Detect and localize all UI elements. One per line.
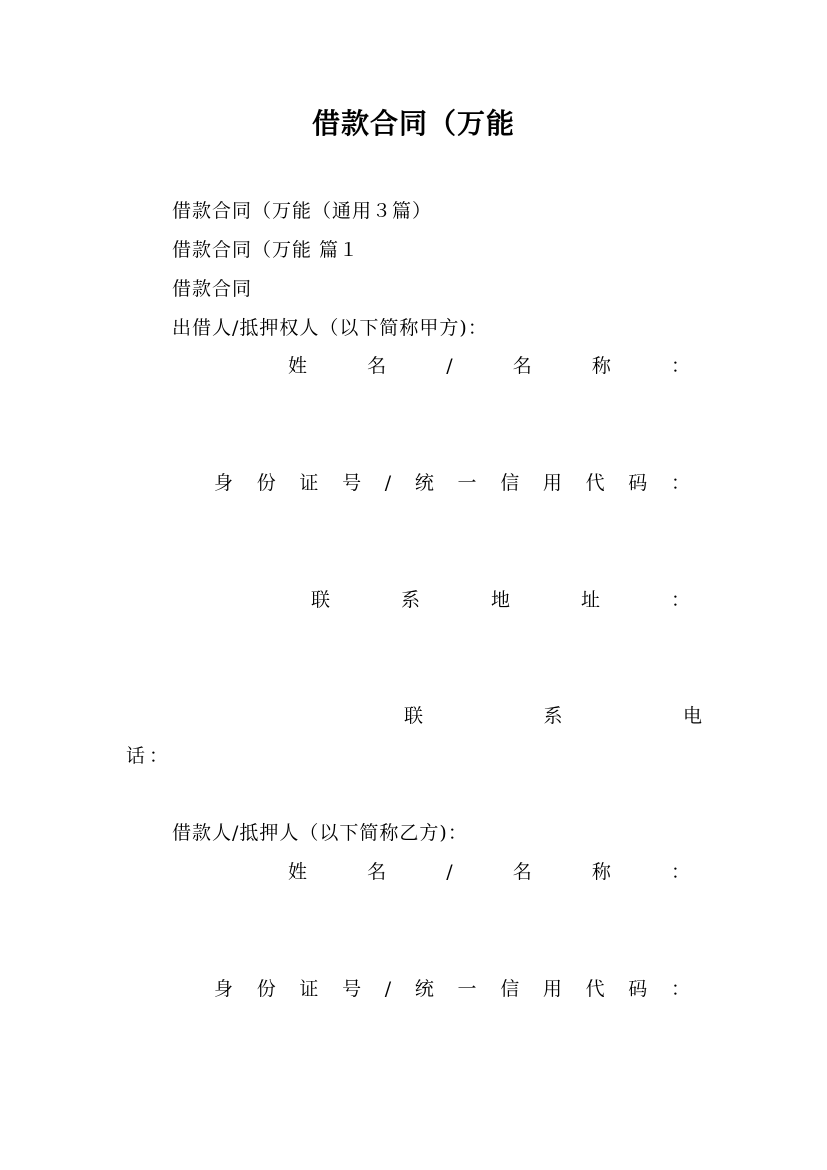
borrower-id-field: [214, 977, 690, 1001]
field-char: 证: [299, 472, 319, 494]
field-char: 份: [256, 978, 276, 1000]
field-char: /: [446, 355, 453, 377]
field-char: ：: [670, 355, 690, 377]
document-title: 借款合同（万能: [311, 107, 515, 140]
field-char: 址: [580, 589, 600, 611]
field-char: 码: [628, 978, 648, 1000]
field-char: 姓: [288, 355, 308, 377]
field-char: 号: [342, 978, 362, 1000]
field-char: 统: [414, 472, 434, 494]
field-char: /: [446, 861, 453, 883]
lender-id-field: [214, 471, 690, 495]
field-char: 一: [457, 472, 477, 494]
field-char: 名: [367, 355, 387, 377]
field-char: ：: [670, 472, 690, 494]
field-char: 系: [543, 705, 563, 727]
field-char: 身: [214, 472, 234, 494]
field-char: 称: [591, 861, 611, 883]
field-char: 代: [585, 472, 605, 494]
doc-line-section-heading: 借款合同（万能 篇１: [172, 239, 360, 261]
field-char: 号: [342, 472, 362, 494]
doc-line-subtitle: 借款合同（万能（通用３篇）: [172, 200, 433, 222]
field-char: 联: [404, 705, 424, 727]
lender-address-field: [311, 588, 690, 612]
borrower-heading: 借款人/抵押人（以下简称乙方)：: [172, 822, 468, 844]
field-char: 用: [542, 978, 562, 1000]
field-char: 一: [457, 978, 477, 1000]
field-char: 系: [400, 589, 420, 611]
field-char: 码: [628, 472, 648, 494]
field-char: 名: [367, 861, 387, 883]
field-char: 证: [299, 978, 319, 1000]
field-char: 名: [512, 355, 532, 377]
lender-heading: 出借人/抵押权人（以下简称甲方)：: [172, 317, 488, 339]
field-char: 统: [414, 978, 434, 1000]
field-char: 联: [311, 589, 331, 611]
lender-name-field: [288, 354, 690, 378]
field-char: ：: [670, 978, 690, 1000]
lender-phone-tail: 话：: [126, 745, 173, 767]
field-char: 用: [542, 472, 562, 494]
field-char: 身: [214, 978, 234, 1000]
field-char: ：: [670, 861, 690, 883]
field-char: /: [384, 472, 392, 494]
field-char: 代: [585, 978, 605, 1000]
field-char: 地: [490, 589, 510, 611]
field-char: ：: [670, 589, 690, 611]
field-char: /: [384, 978, 392, 1000]
field-char: 姓: [288, 861, 308, 883]
lender-phone-field: [404, 704, 702, 728]
field-char: 信: [500, 978, 520, 1000]
field-char: 信: [500, 472, 520, 494]
field-char: 名: [512, 861, 532, 883]
field-char: 称: [591, 355, 611, 377]
doc-line-contract-label: 借款合同: [172, 278, 253, 300]
field-char: 电: [682, 705, 702, 727]
borrower-name-field: [288, 860, 690, 884]
field-char: 份: [256, 472, 276, 494]
